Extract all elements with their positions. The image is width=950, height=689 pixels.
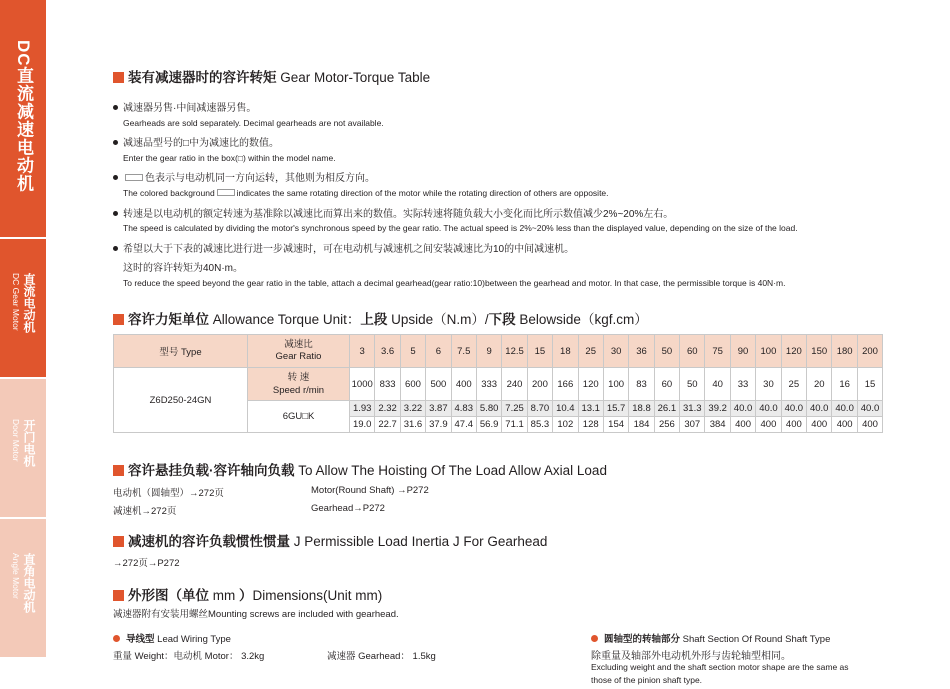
torque-kgf-cell: 22.7 — [375, 417, 400, 433]
ratio-cell: 180 — [832, 335, 857, 368]
note-5-cn — [113, 240, 574, 255]
note-4-en: The speed is calculated by dividing the motor's synchronous speed by the gear ratio. The actual speed is 2%~20% less than the displayed value, depending on the size of the load. — [123, 223, 798, 233]
speed-cell: 16 — [832, 368, 857, 401]
torque-kgf-cell: 256 — [654, 417, 679, 433]
orange-dot-icon — [591, 635, 598, 642]
bullet-dot-icon — [113, 246, 118, 251]
belowside-en: Belowside（kgf.cm） — [519, 312, 648, 327]
dimensions-note: 减速器附有安装用螺丝Mounting screws are included with gearhead. — [113, 609, 399, 620]
torque-nm-cell: 40.0 — [756, 401, 781, 417]
torque-nm-cell: 3.22 — [400, 401, 425, 417]
square-bullet-icon — [113, 465, 124, 476]
speed-cell: 25 — [781, 368, 806, 401]
torque-nm-cell: 3.87 — [426, 401, 451, 417]
shaft-en: Shaft Section Of Round Shaft Type — [682, 634, 831, 645]
sidebar-tab-cn-label: 直角电动机 — [22, 553, 36, 613]
torque-kgf-cell: 400 — [857, 417, 882, 433]
torque-nm-cell: 13.1 — [578, 401, 603, 417]
header-ratio-cn: 减速比 — [284, 339, 313, 350]
sidebar-tab-en-label: Door Motor — [11, 419, 21, 462]
title-en: J Permissible Load Inertia J For Gearhead — [293, 534, 548, 549]
torque-nm-cell: 39.2 — [705, 401, 730, 417]
separator: ： — [346, 312, 361, 327]
weight-motor: 重量 Weight：电动机 Motor： 3.2kg — [113, 651, 265, 662]
ratio-cell: 30 — [603, 335, 628, 368]
torque-nm-cell: 40.0 — [832, 401, 857, 417]
speed-cell: 15 — [857, 368, 882, 401]
sidebar-tab-door-motor[interactable] — [0, 379, 46, 517]
torque-kgf-cell: 85.3 — [527, 417, 552, 433]
speed-cell: 833 — [375, 368, 400, 401]
section-title-dimensions — [113, 584, 382, 604]
note-2-en: Enter the gear ratio in the box(□) within the model name. — [123, 153, 336, 163]
note-4-cn — [113, 205, 673, 220]
note-5-cn2: 这时的容许转矩为40N·m。 — [123, 263, 244, 274]
sidebar-tab-angle-motor[interactable] — [0, 519, 46, 657]
speed-cell: 33 — [730, 368, 755, 401]
torque-nm-cell: 4.83 — [451, 401, 476, 417]
torque-kgf-cell: 56.9 — [476, 417, 501, 433]
bullet-dot-icon — [113, 105, 118, 110]
ratio-cell: 36 — [629, 335, 654, 368]
shaft-desc-en-2: those of the pinion shaft type. — [591, 675, 703, 685]
note-5-en: To reduce the speed beyond the gear ratio in the table, attach a decimal gearhead(gear ratio:10)between the gearhead and motor. In that case, the permissible torque is 40N·m. — [123, 278, 786, 288]
orange-dot-icon — [113, 635, 120, 642]
torque-nm-cell: 10.4 — [553, 401, 578, 417]
square-bullet-icon — [113, 590, 124, 601]
table-row-speed — [114, 368, 883, 401]
speed-cell: 600 — [400, 368, 425, 401]
section-title-torque — [113, 66, 430, 86]
torque-kgf-cell: 19.0 — [350, 417, 375, 433]
torque-table — [113, 334, 883, 433]
shaft-desc-en-1: Excluding weight and the shaft section motor shape are the same as — [591, 662, 849, 672]
square-bullet-icon — [113, 314, 124, 325]
load-gear-en: Gearhead→P272 — [311, 503, 385, 514]
model-cell: Z6D250-24GN — [114, 368, 248, 433]
torque-nm-cell: 40.0 — [807, 401, 832, 417]
sidebar-tab-en-label: Angle Motor — [11, 553, 21, 599]
note-2-cn — [113, 134, 279, 149]
title-cn-close: ） — [239, 588, 253, 603]
ratio-cell: 75 — [705, 335, 730, 368]
torque-nm-cell: 18.8 — [629, 401, 654, 417]
speed-cell: 240 — [502, 368, 527, 401]
torque-kgf-cell: 71.1 — [502, 417, 527, 433]
ratio-cell: 9 — [476, 335, 501, 368]
torque-kgf-cell: 400 — [756, 417, 781, 433]
bullet-dot-icon — [113, 175, 118, 180]
torque-kgf-cell: 102 — [553, 417, 578, 433]
gearhead-cell: 6GU□K — [248, 401, 350, 433]
torque-nm-cell: 2.32 — [375, 401, 400, 417]
lead-wiring-label — [113, 631, 231, 645]
speed-cell: 50 — [680, 368, 705, 401]
speed-label-en: Speed r/min — [272, 385, 325, 396]
torque-kgf-cell: 400 — [730, 417, 755, 433]
ratio-cell: 90 — [730, 335, 755, 368]
shaft-cn: 圆轴型的转轴部分 — [604, 634, 681, 645]
torque-kgf-cell: 400 — [781, 417, 806, 433]
torque-kgf-cell: 47.4 — [451, 417, 476, 433]
color-swatch-icon — [217, 189, 235, 196]
torque-nm-cell: 1.93 — [350, 401, 375, 417]
ratio-cell: 18 — [553, 335, 578, 368]
note-text: 减速器另售·中间减速器另售。 — [123, 103, 257, 114]
sidebar-tab-dc-gear-motor-main[interactable] — [0, 0, 46, 237]
speed-cell: 40 — [705, 368, 730, 401]
speed-cell: 400 — [451, 368, 476, 401]
torque-nm-cell: 8.70 — [527, 401, 552, 417]
section-title-load — [113, 459, 607, 479]
sidebar-tab-en-label: DC Gear Motor — [11, 273, 21, 331]
note-3-cn — [113, 169, 375, 184]
note-text: 希望以大于下表的减速比进行进一步减速时，可在电动机与减速机之间安装减速比为10的中间减速机。 — [123, 244, 575, 255]
bullet-dot-icon — [113, 140, 118, 145]
speed-cell: 333 — [476, 368, 501, 401]
load-motor-en: Motor(Round Shaft) →P272 — [311, 485, 429, 496]
torque-nm-cell: 7.25 — [502, 401, 527, 417]
ratio-cell: 60 — [680, 335, 705, 368]
inertia-ref: →272页→P272 — [113, 558, 180, 569]
ratio-cell: 200 — [857, 335, 882, 368]
speed-label-cn: 转 速 — [287, 372, 310, 383]
header-model: 型号 Type — [114, 335, 248, 368]
ratio-cell: 120 — [781, 335, 806, 368]
speed-cell: 20 — [807, 368, 832, 401]
note-1-en: Gearheads are sold separately. Decimal gearheads are not available. — [123, 118, 384, 128]
sidebar-main-label: DC直流减速电动机 — [14, 40, 33, 193]
color-swatch-icon — [125, 174, 143, 181]
ratio-cell: 25 — [578, 335, 603, 368]
torque-nm-cell: 15.7 — [603, 401, 628, 417]
section-title-inertia — [113, 530, 547, 550]
title-cn: 容许悬挂负载·容许轴向负载 — [128, 463, 295, 478]
note-3-en — [123, 188, 609, 198]
belowside-cn: 下段 — [488, 312, 516, 327]
table-header-row — [114, 335, 883, 368]
ratio-cell: 100 — [756, 335, 781, 368]
section-title-unit — [113, 308, 648, 328]
torque-nm-cell: 40.0 — [730, 401, 755, 417]
title-en: Allowance Torque Unit — [212, 312, 347, 327]
title-en: To Allow The Hoisting Of The Load Allow Axial Load — [298, 463, 607, 478]
note-text: The colored background — [123, 188, 215, 198]
header-ratio-en: Gear Ratio — [275, 351, 322, 362]
speed-cell: 500 — [426, 368, 451, 401]
lead-en: Lead Wiring Type — [157, 634, 231, 645]
sidebar-tab-dc-gear-motor[interactable] — [0, 239, 46, 377]
ratio-cell: 5 — [400, 335, 425, 368]
upside-cn: 上段 — [360, 312, 388, 327]
torque-kgf-cell: 128 — [578, 417, 603, 433]
speed-label — [248, 368, 350, 401]
speed-cell: 120 — [578, 368, 603, 401]
torque-nm-cell: 26.1 — [654, 401, 679, 417]
torque-kgf-cell: 154 — [603, 417, 628, 433]
ratio-cell: 12.5 — [502, 335, 527, 368]
speed-cell: 60 — [654, 368, 679, 401]
torque-nm-cell: 31.3 — [680, 401, 705, 417]
speed-cell: 166 — [553, 368, 578, 401]
torque-kgf-cell: 307 — [680, 417, 705, 433]
ratio-cell: 50 — [654, 335, 679, 368]
note-text: indicates the same rotating direction of the motor while the rotating direction of others are opposite. — [236, 188, 609, 198]
lead-cn: 导线型 — [126, 634, 155, 645]
sidebar — [0, 0, 46, 689]
title-cn: 减速机的容许负载惯性惯量 — [128, 534, 290, 549]
shaft-section-label — [591, 631, 830, 645]
speed-cell: 1000 — [350, 368, 375, 401]
weight-gearhead: 减速器 Gearhead： 1.5kg — [327, 651, 436, 662]
ratio-cell: 3 — [350, 335, 375, 368]
torque-kgf-cell: 400 — [807, 417, 832, 433]
torque-kgf-cell: 31.6 — [400, 417, 425, 433]
ratio-cell: 7.5 — [451, 335, 476, 368]
speed-cell: 30 — [756, 368, 781, 401]
title-unit: mm — [209, 588, 239, 603]
torque-kgf-cell: 184 — [629, 417, 654, 433]
note-text: 色表示与电动机同一方向运转，其他则为相反方向。 — [145, 173, 375, 184]
ratio-cell: 3.6 — [375, 335, 400, 368]
speed-cell: 83 — [629, 368, 654, 401]
torque-kgf-cell: 400 — [832, 417, 857, 433]
note-text: 转速是以电动机的额定转速为基准除以减速比而算出来的数值。实际转速将随负载大小变化而比所示数值减少2%~20%左右。 — [123, 209, 674, 220]
sidebar-tab-cn-label: 直流电动机 — [22, 273, 36, 333]
ratio-cell: 6 — [426, 335, 451, 368]
torque-nm-cell: 40.0 — [857, 401, 882, 417]
ratio-cell: 15 — [527, 335, 552, 368]
load-gear-cn: 减速机→272页 — [113, 506, 177, 517]
shaft-desc-cn: 除重量及轴部外电动机外形与齿轮轴型相同。 — [591, 651, 791, 662]
note-1-cn — [113, 99, 256, 114]
torque-kgf-cell: 384 — [705, 417, 730, 433]
title-en: Dimensions(Unit mm) — [252, 588, 383, 603]
sidebar-tab-cn-label: 开门电机 — [22, 419, 36, 467]
load-motor-cn: 电动机（圆轴型）→272页 — [113, 488, 224, 499]
upside-en: Upside（N.m）/ — [391, 312, 489, 327]
torque-kgf-cell: 37.9 — [426, 417, 451, 433]
bullet-dot-icon — [113, 211, 118, 216]
ratio-cell: 150 — [807, 335, 832, 368]
torque-nm-cell: 40.0 — [781, 401, 806, 417]
title-en: Gear Motor-Torque Table — [280, 70, 431, 85]
title-cn: 装有减速器时的容许转矩 — [128, 70, 277, 85]
speed-cell: 200 — [527, 368, 552, 401]
note-text: 减速品型号的□中为减速比的数值。 — [123, 138, 280, 149]
title-cn: 外形图（单位 — [128, 588, 209, 603]
header-gear-ratio — [248, 335, 350, 368]
square-bullet-icon — [113, 72, 124, 83]
torque-nm-cell: 5.80 — [476, 401, 501, 417]
square-bullet-icon — [113, 536, 124, 547]
speed-cell: 100 — [603, 368, 628, 401]
title-cn: 容许力矩单位 — [128, 312, 209, 327]
